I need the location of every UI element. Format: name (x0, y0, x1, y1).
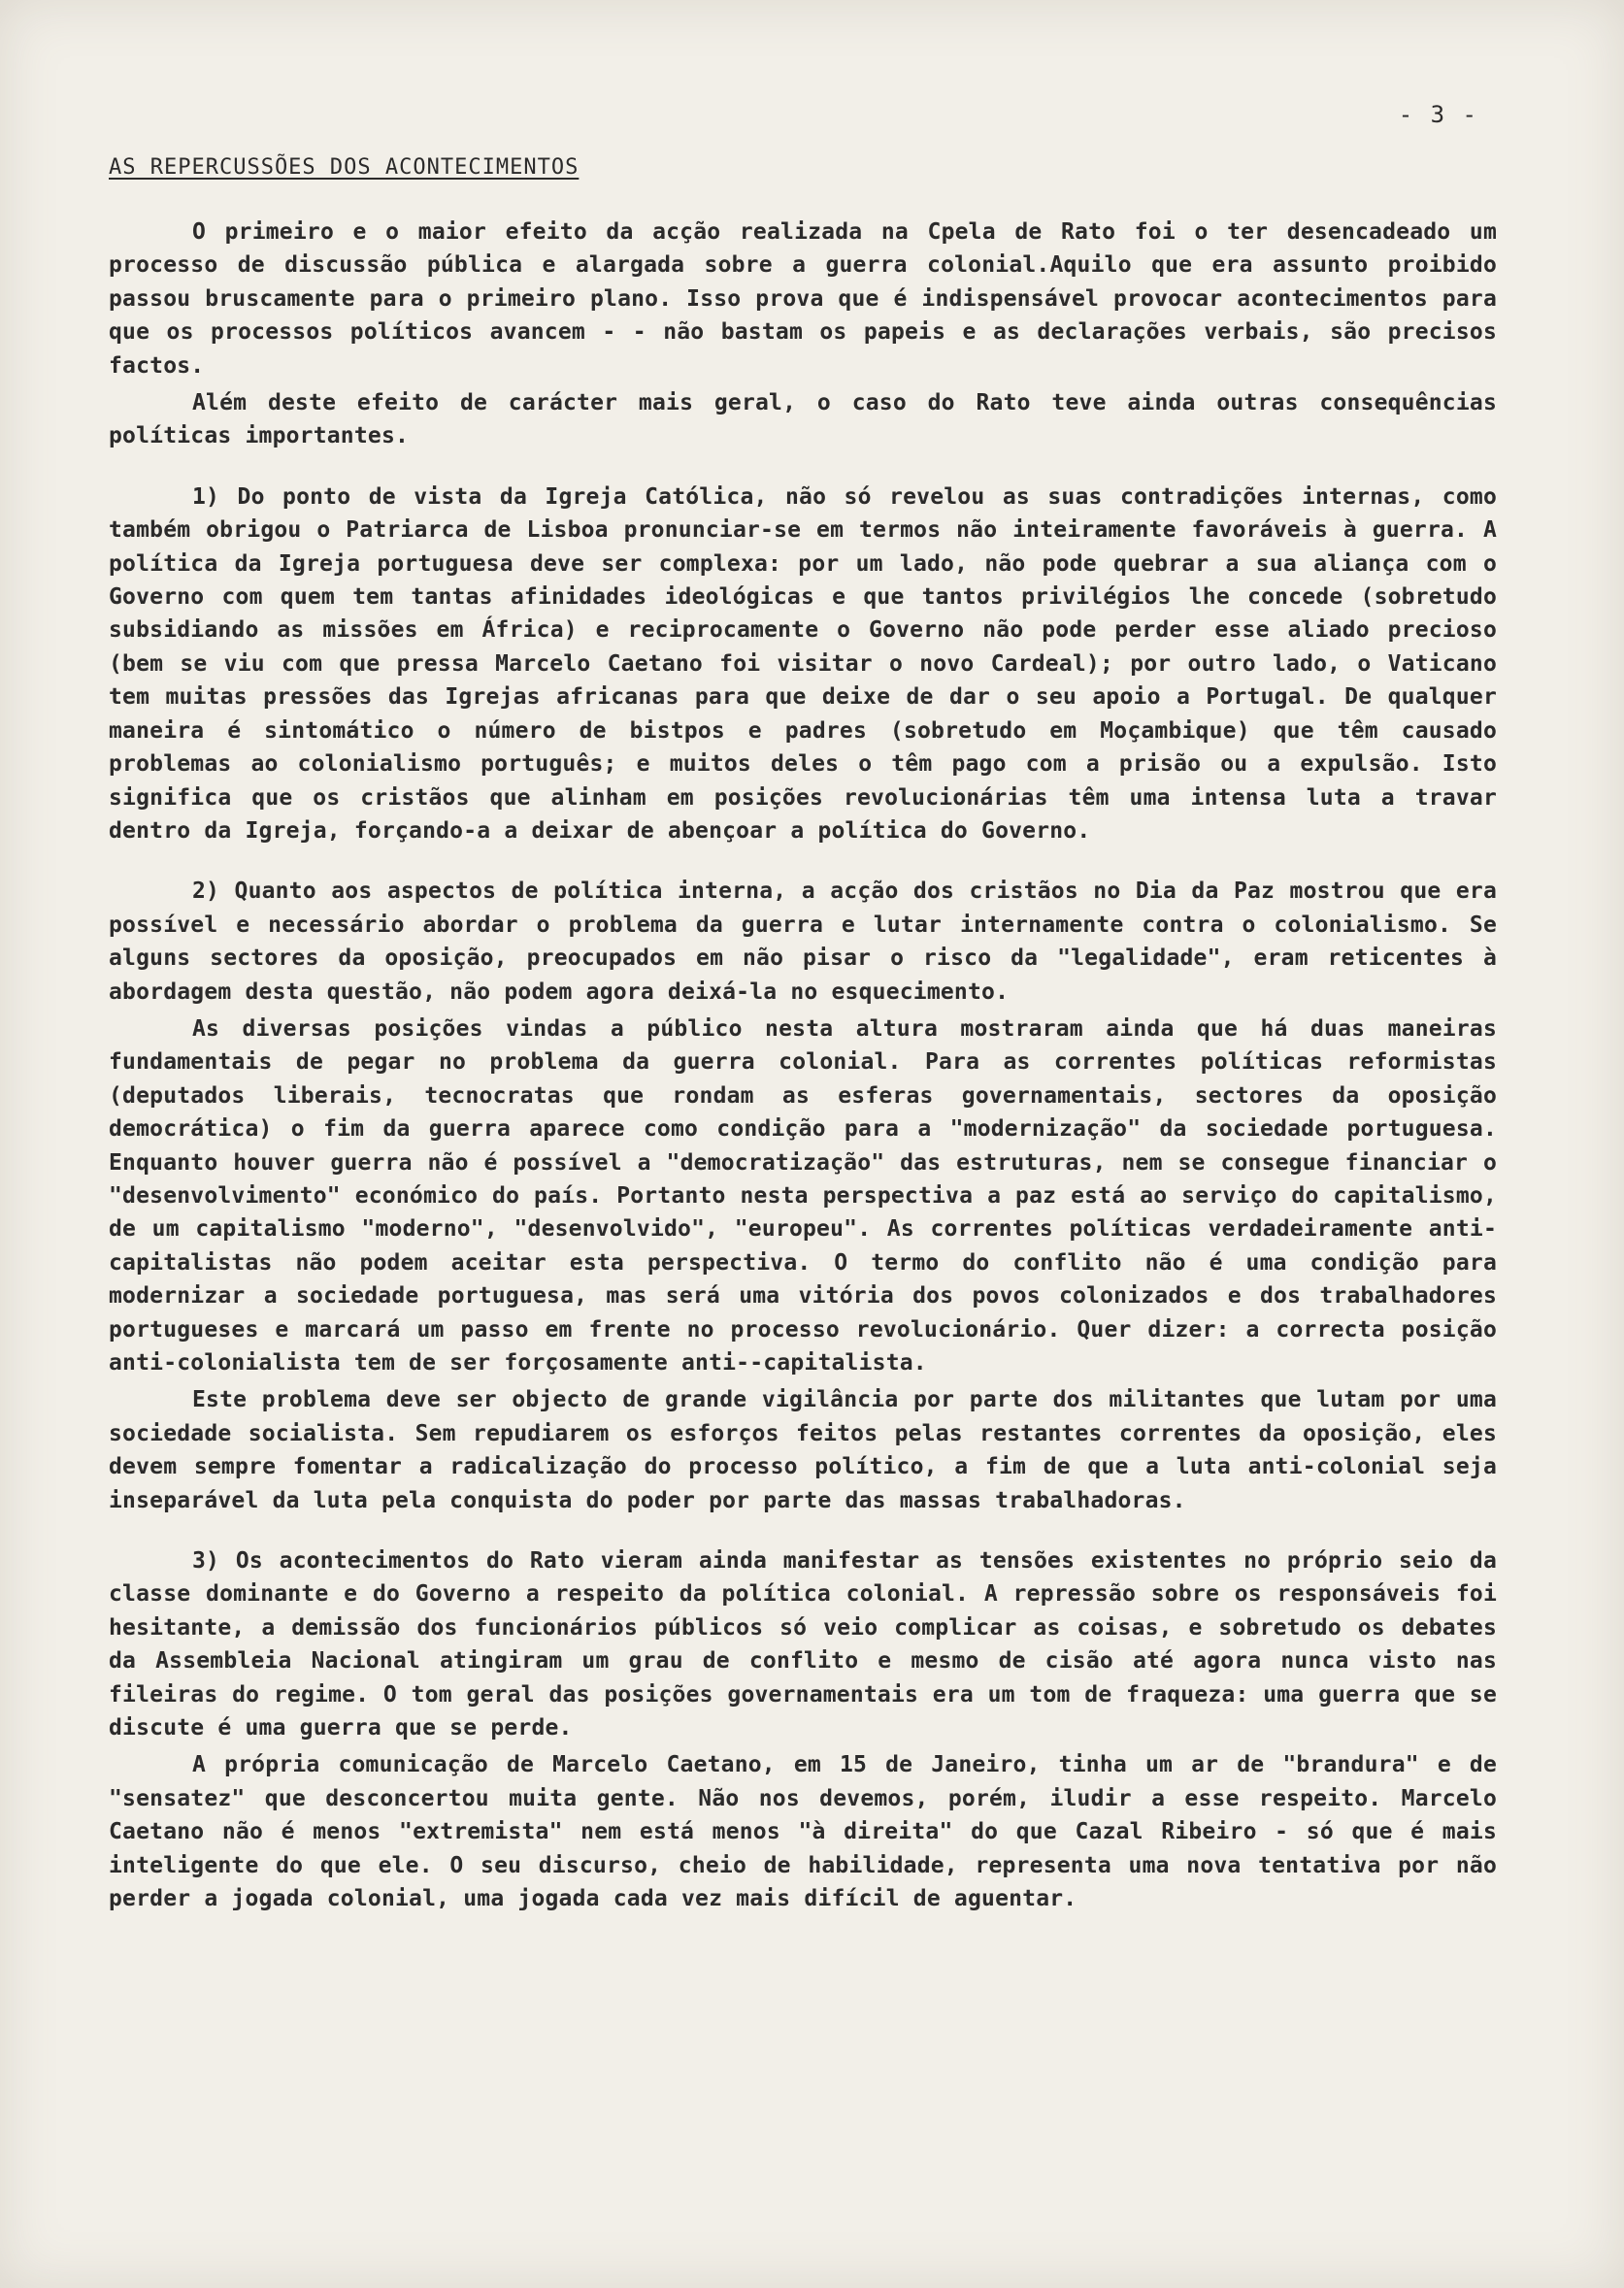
section-heading: AS REPERCUSSÕES DOS ACONTECIMENTOS (109, 155, 580, 180)
paragraph: 1) Do ponto de vista da Igreja Católica, não só revelou as suas contradições internas, como também obrigou o Patriarca de Lisboa pronunciar-se em termos não inteiramente favoráveis à guerra. A política da Igreja portuguesa deve ser complexa: por um lado, não pode quebrar a sua aliança com o Governo com quem tem tantas afinidades ideológicas e que tantos privilégios lhe concede (sobretudo subsidiando as missões em África) e reciprocamente o Governo não pode perder esse aliado precioso (bem se viu com que pressa Marcelo Caetano foi visitar o novo Cardeal); por outro lado, o Vaticano tem muitas pressões das Igrejas africanas para que deixe de dar o seu apoio a Portugal. De qualquer maneira é sintomático o número de bistpos e padres (sobretudo em Moçambique) que têm causado problemas ao colonialismo português; e muitos deles o têm pago com a prisão ou a expulsão. Isto significa que os cristãos que alinham em posições revolucionárias têm uma intensa luta a travar dentro da Igreja, forçando-a a deixar de abençoar a política do Governo. (109, 483, 1497, 844)
document-body (109, 216, 1497, 1920)
paragraph: As diversas posições vindas a público nesta altura mostraram ainda que há duas maneiras fundamentais de pegar no problema da guerra colonial. Para as correntes políticas reformistas (deputados liberais, tecnocratas que rondam as esferas governamentais, sectores da oposição democrática) o fim da guerra aparece como condição para a "modernização" da sociedade portuguesa. Enquanto houver guerra não é possível a "democratização" das estruturas, nem se consegue financiar o "desenvolvimento" económico do país. Portanto nesta perspectiva a paz está ao serviço do capitalismo, de um capitalismo "moderno", "desenvolvido", "europeu". As correntes políticas verdadeiramente anti-capitalistas não podem aceitar esta perspectiva. O termo do conflito não é uma condição para modernizar a sociedade portuguesa, mas será uma vitória dos povos colonizados e dos trabalhadores portugueses e marcará um passo em frente no processo revolucionário. Quer dizer: a correcta posição anti-colonialista tem de ser forçosamente anti--capitalista. (109, 1015, 1497, 1376)
paragraph: Este problema deve ser objecto de grande vigilância por parte dos militantes que lutam por uma sociedade socialista. Sem repudiarem os esforços feitos pelas restantes correntes da oposição, eles devem sempre fomentar a radicalização do processo político, a fim de que a luta anti-colonial seja inseparável da luta pela conquista do poder por parte das massas trabalhadoras. (109, 1387, 1497, 1513)
paragraph: A própria comunicação de Marcelo Caetano, em 15 de Janeiro, tinha um ar de "brandura" e de "sensatez" que desconcertou muita gente. Não nos devemos, porém, iludir a esse respeito. Marcelo Caetano não é menos "extremista" nem está menos "à direita" do que Cazal Ribeiro - só que é mais inteligente do que ele. O seu discurso, cheio de habilidade, representa uma nova tentativa por não perder a jogada colonial, uma jogada cada vez mais difícil de aguentar. (109, 1752, 1497, 1912)
paragraph: Além deste efeito de carácter mais geral, o caso do Rato teve ainda outras consequências políticas importantes. (109, 390, 1497, 449)
page-number: - 3 - (1398, 101, 1478, 128)
paragraph: 2) Quanto aos aspectos de política interna, a acção dos cristãos no Dia da Paz mostrou que era possível e necessário abordar o problema da guerra e lutar internamente contra o colonialismo. Se alguns sectores da oposição, preocupados em não pisar o risco da "legalidade", eram reticentes à abordagem desta questão, não podem agora deixá-la no esquecimento. (109, 879, 1497, 1005)
paragraph: O primeiro e o maior efeito da acção realizada na Cpela de Rato foi o ter desencadeado um processo de discussão pública e alargada sobre a guerra colonial.Aquilo que era assunto proibido passou bruscamente para o primeiro plano. Isso prova que é indispensável provocar acontecimentos para que os processos políticos avancem - - não bastam os papeis e as declarações verbais, são precisos factos. (109, 219, 1497, 379)
paragraph: 3) Os acontecimentos do Rato vieram ainda manifestar as tensões existentes no próprio seio da classe dominante e do Governo a respeito da política colonial. A repressão sobre os responsáveis foi hesitante, a demissão dos funcionários públicos só veio complicar as coisas, e sobretudo os debates da Assembleia Nacional atingiram um grau de conflito e mesmo de cisão até agora nunca visto nas fileiras do regime. O tom geral das posições governamentais era um tom de fraqueza: uma guerra que se discute é uma guerra que se perde. (109, 1548, 1497, 1741)
